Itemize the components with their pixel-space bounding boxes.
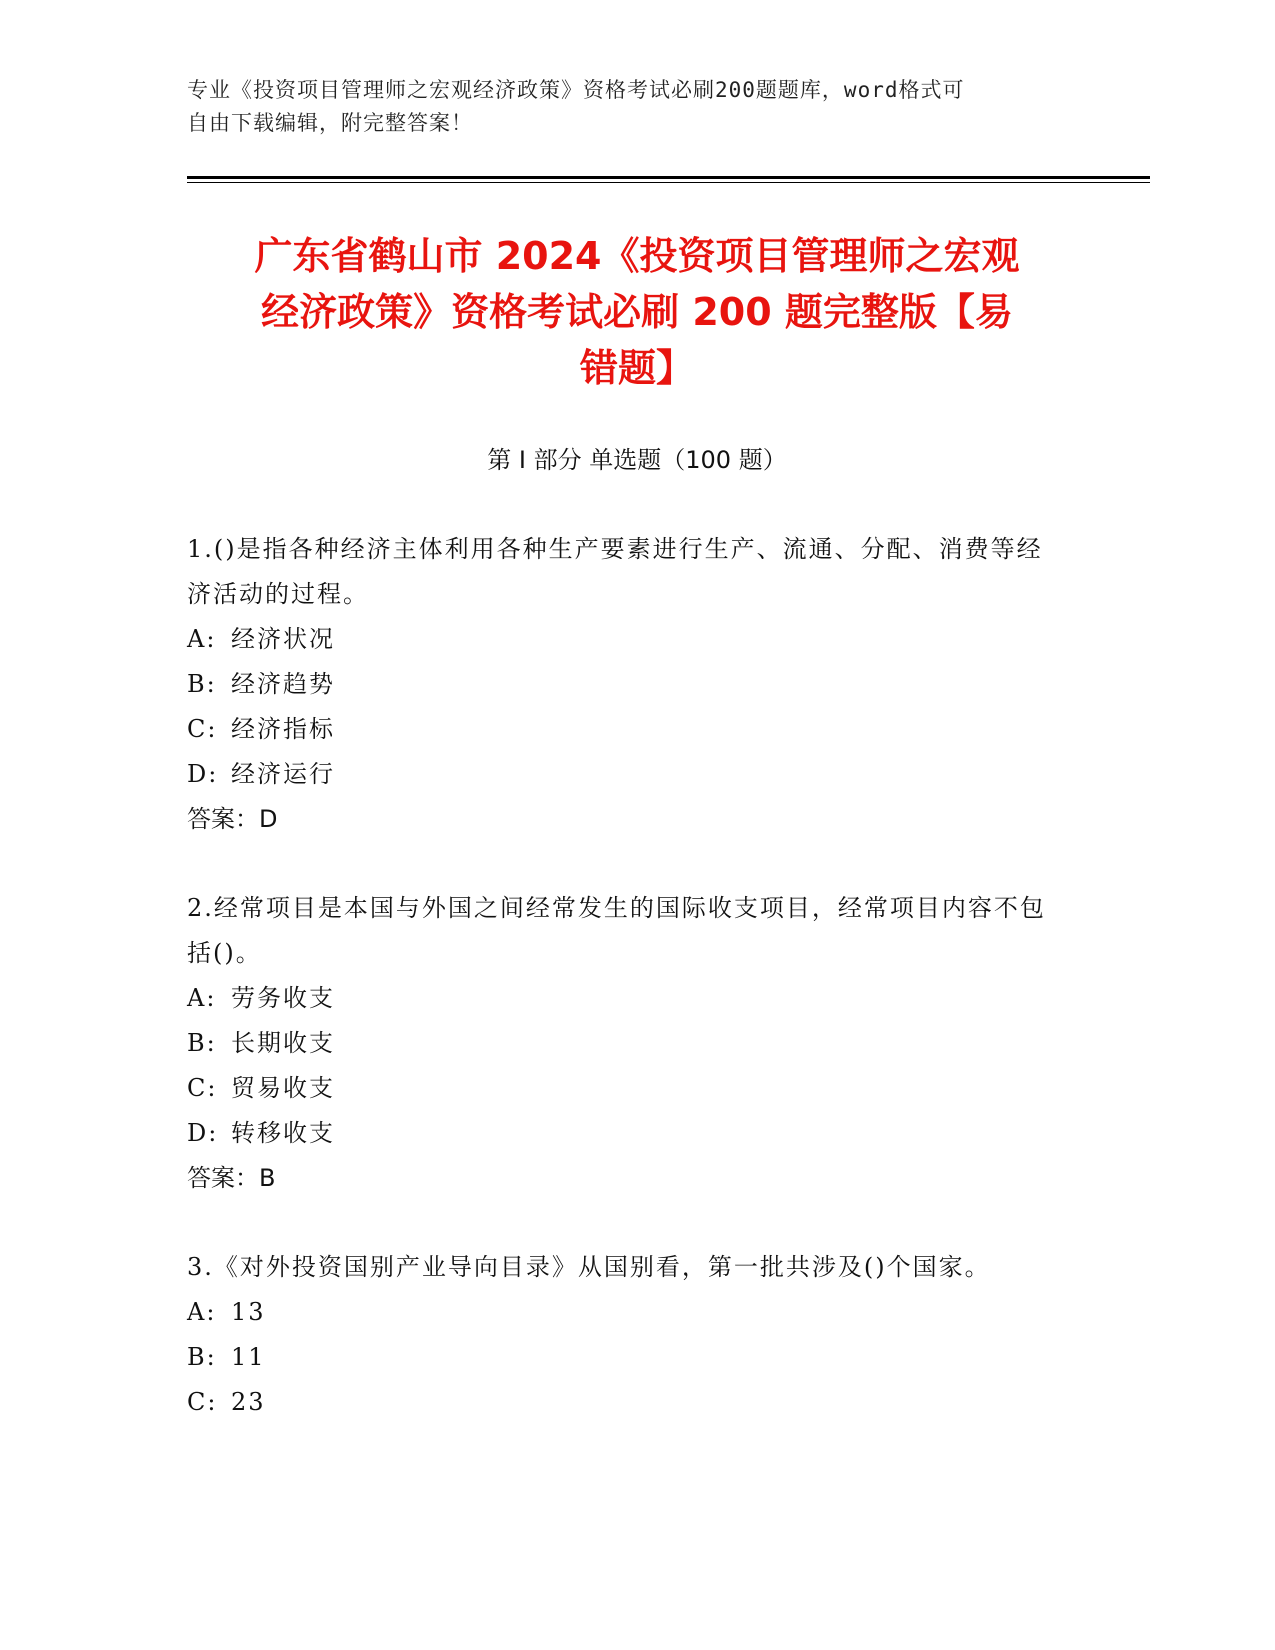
option-b [187, 662, 1067, 707]
option-text: 转移收支 [231, 1119, 335, 1147]
option-letter: B: [187, 1029, 217, 1057]
section-heading: 第 I 部分 单选题（100 题） [487, 446, 787, 474]
option-text: 11 [231, 1343, 266, 1371]
option-letter: A: [187, 984, 217, 1012]
option-text: 经济运行 [231, 760, 335, 788]
question-stem: 2.经常项目是本国与外国之间经常发生的国际收支项目，经常项目内容不包括()。 [187, 894, 1046, 967]
option-a [187, 617, 1067, 662]
title-line-3: 错题】 [579, 346, 694, 390]
option-d [187, 1111, 1067, 1156]
option-letter: A: [187, 1298, 217, 1326]
option-text: 23 [231, 1388, 266, 1416]
option-letter: B: [187, 1343, 217, 1371]
option-c [187, 707, 1067, 752]
header-divider-thin [187, 182, 1150, 183]
option-letter: C: [187, 1388, 218, 1416]
question-item [187, 1245, 1067, 1425]
option-c [187, 1066, 1067, 1111]
option-text: 经济状况 [231, 625, 335, 653]
answer-line: 答案：D [187, 805, 278, 833]
option-text: 经济指标 [231, 715, 335, 743]
option-text: 经济趋势 [231, 670, 335, 698]
question-list [187, 527, 1067, 1469]
option-a [187, 1290, 1067, 1335]
header-divider-thick [187, 176, 1150, 179]
answer-line: 答案：B [187, 1164, 276, 1192]
title-line-1: 广东省鹤山市 2024《投资项目管理师之宏观 [254, 234, 1020, 278]
question-item [187, 886, 1067, 1201]
option-letter: A: [187, 625, 217, 653]
option-text: 贸易收支 [231, 1074, 335, 1102]
option-text: 劳务收支 [231, 984, 335, 1012]
header-line-1: 专业《投资项目管理师之宏观经济政策》资格考试必刷200题题库，word格式可 [187, 78, 965, 102]
page-header [187, 74, 1067, 140]
question-item [187, 527, 1067, 842]
title-line-2: 经济政策》资格考试必刷 200 题完整版【易 [261, 290, 1013, 334]
option-text: 长期收支 [231, 1029, 335, 1057]
question-stem: 3.《对外投资国别产业导向目录》从国别看，第一批共涉及()个国家。 [187, 1253, 991, 1281]
question-stem: 1.()是指各种经济主体利用各种生产要素进行生产、流通、分配、消费等经济活动的过程。 [187, 535, 1043, 608]
document-title [187, 228, 1087, 396]
option-letter: B: [187, 670, 217, 698]
option-c [187, 1380, 1067, 1425]
option-letter: D: [187, 760, 219, 788]
header-line-2: 自由下载编辑，附完整答案！ [187, 111, 473, 135]
option-d [187, 752, 1067, 797]
option-a [187, 976, 1067, 1021]
option-letter: C: [187, 715, 218, 743]
option-text: 13 [231, 1298, 266, 1326]
option-b [187, 1021, 1067, 1066]
option-letter: D: [187, 1119, 219, 1147]
option-b [187, 1335, 1067, 1380]
option-letter: C: [187, 1074, 218, 1102]
